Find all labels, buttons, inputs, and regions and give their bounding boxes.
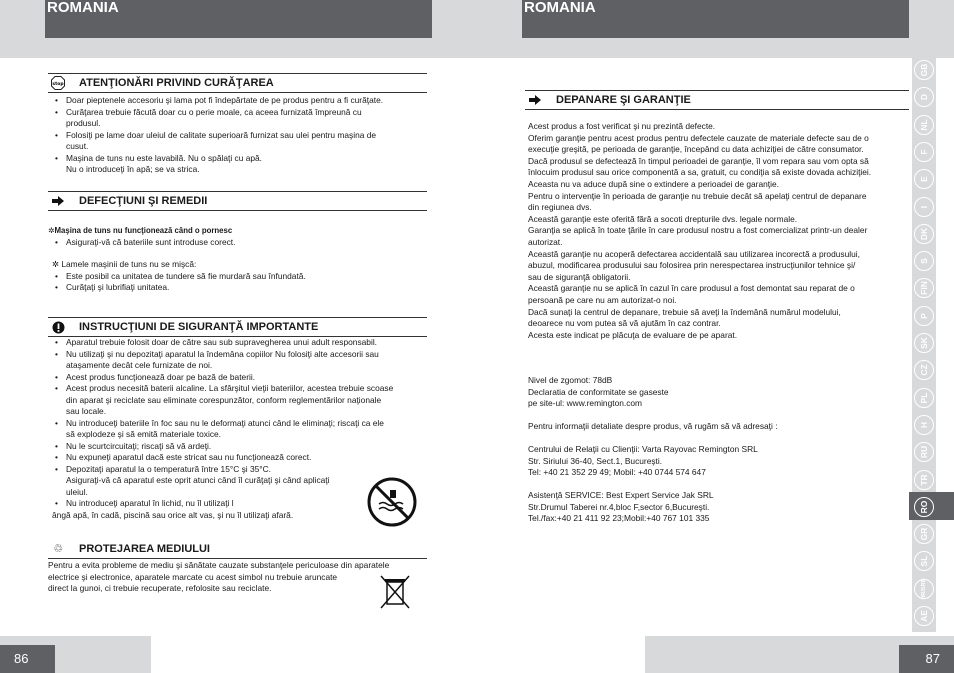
language-ru[interactable]: RU	[914, 442, 934, 462]
safety-title: INSTRUCŢIUNI DE SIGURANŢĂ IMPORTANTE	[79, 321, 319, 333]
list-item: • Nu introduceţi bateriile în foc sau nu le deformaţi atunci când le eliminaţi; riscaţi ca ele	[48, 418, 427, 430]
warranty-section	[525, 90, 909, 110]
service-contact: Asistenţă SERVICE: Best Expert Service Jak SRL Str.Drumul Taberei nr.4,bloc F,sector 6,Bucureşti. Tel./fax:+40 21 411 92 23;Mobil:+40 767 101 335	[528, 490, 714, 524]
language-nl[interactable]: NL	[914, 115, 934, 135]
page-number-right: 87	[899, 645, 954, 673]
environment-section	[48, 539, 427, 595]
list-item: produsul.	[66, 118, 101, 128]
safety-heading	[48, 317, 427, 337]
defect-subtitle-1: ✲Maşina de tuns nu funcţionează când o pornesc	[48, 226, 233, 235]
right-header: ROMANIA	[522, 0, 909, 38]
defects-list-2	[48, 271, 427, 294]
list-item: • Este posibil ca unitatea de tundere să fie murdară sau înfundată.	[48, 271, 427, 283]
cleaning-heading	[48, 73, 427, 93]
stop-icon	[51, 76, 65, 90]
language-i[interactable]: I	[914, 197, 934, 217]
gear-icon: ✲	[48, 226, 55, 235]
list-item: • Nu introduceţi aparatul în lichid, nu îl utilizaţi l	[48, 498, 427, 510]
list-item: • Curăţarea trebuie făcută doar cu o perie moale, ca aceea furnizată împreună cu	[48, 107, 427, 119]
list-item: cusut.	[66, 141, 89, 151]
list-item: • Doar pieptenele accesoriu şi lama pot fi îndepărtate de pe produs pentru a fi curăţate.	[48, 95, 427, 107]
stop-icon-label: stop	[52, 82, 64, 87]
warranty-heading	[525, 90, 909, 110]
arrow-right-icon	[51, 194, 65, 208]
list-item: • Nu le scurtcircuitaţi; riscaţi să vă ardeţi.	[48, 441, 427, 453]
no-water-icon	[366, 476, 418, 533]
customer-contact: Centrului de Relaţii cu Clienţii: Varta Rayovac Remington SRL Str. Siriului 36-40, Sect.1, Bucureşti. Tel: +40 21 352 29 49; Mobil: +40 0744 574 647	[528, 444, 758, 478]
language-tr[interactable]: TR	[914, 470, 934, 490]
list-item: Asiguraţi-vă că aparatul este oprit atunci când îl curăţaţi şi când aplicaţi	[66, 475, 330, 485]
language-h[interactable]: H	[914, 415, 934, 435]
arrow-right-icon	[528, 93, 542, 107]
list-item: • Folosiţi pe lame doar uleiul de calitate superioară furnizat sau ulei pentru maşina de	[48, 130, 427, 142]
defects-section	[48, 191, 427, 294]
list-item: sau locale.	[66, 406, 107, 416]
list-item: Nu o introduceţi în apă; se va strica.	[66, 164, 200, 174]
list-item: ângă apă, în cadă, piscină sau orice alt vas, şi nu îl utilizaţi afară.	[52, 509, 294, 520]
list-item: • Nu expuneţi aparatul dacă este stricat sau nu funcţionează corect.	[48, 452, 427, 464]
language-dk[interactable]: DK	[914, 224, 934, 244]
defect-subtitle-2: ✲ Lamele maşinii de tuns nu se mişcă:	[52, 259, 197, 269]
language-ro[interactable]: RO	[914, 497, 934, 517]
list-item: • Acest produs necesită baterii alcaline. La sfârşitul vieţii bateriilor, acestea trebuie scoase	[48, 383, 427, 395]
environment-heading	[48, 539, 427, 559]
list-item: să explodeze şi să emită materiale toxice.	[66, 429, 222, 439]
language-sl[interactable]: SL	[914, 551, 934, 571]
list-item: • Depozitaţi aparatul la o temperatură între 15°C şi 35°C.	[48, 464, 427, 476]
environment-text: Pentru a evita probleme de mediu şi sănătate cauzate substanţele periculoase din aparatele electrice şi electronice, aparatele marcate cu acest simbol nu trebuie aruncate direct la gunoi, ci trebuie recuperate, refolosite sau reciclate.	[48, 560, 390, 594]
list-item: ataşamente decât cele furnizate de noi.	[66, 360, 213, 370]
recycle-icon: ♲	[53, 543, 63, 555]
language-pl[interactable]: PL	[914, 388, 934, 408]
list-item: • Maşina de tuns nu este lavabilă. Nu o spălaţi cu apă.	[48, 153, 427, 165]
list-item: • Curăţaţi şi lubrifiaţi unitatea.	[48, 282, 427, 294]
language-d[interactable]: D	[914, 87, 934, 107]
defects-list-1	[48, 237, 427, 249]
language-ae[interactable]: AE	[914, 606, 934, 626]
cleaning-title: ATENŢIONĂRI PRIVIND CURĂŢAREA	[79, 77, 274, 89]
page-number-left: 86	[0, 645, 55, 673]
defects-title: DEFECŢIUNI ŞI REMEDII	[79, 195, 208, 207]
language-gb[interactable]: GB	[914, 60, 934, 80]
language-cz[interactable]: CZ	[914, 360, 934, 380]
list-item: din aparat şi reciclate sau eliminate corespunzător, conform reglementărilor naţionale	[66, 394, 382, 405]
cleaning-list	[48, 95, 427, 176]
language-e[interactable]: E	[914, 169, 934, 189]
noise-info: Nivel de zgomot: 78dB Declaratia de conformitate se gaseste pe site-ul: www.remington.com	[528, 375, 669, 409]
defects-heading	[48, 191, 427, 211]
language-hr-srb[interactable]: HR/SRB	[914, 579, 934, 599]
list-item: • Asiguraţi-vă că bateriile sunt introduse corect.	[48, 237, 427, 249]
list-item: uleiul.	[66, 486, 88, 497]
language-s[interactable]: S	[914, 251, 934, 271]
environment-title: PROTEJAREA MEDIULUI	[79, 542, 210, 555]
language-fin[interactable]: FIN	[914, 278, 934, 298]
list-item: • Aparatul trebuie folosit doar de către sau sub supravegherea unui adult responsabil.	[48, 337, 427, 349]
language-p[interactable]: P	[914, 306, 934, 326]
language-gr[interactable]: GR	[914, 524, 934, 544]
warranty-title: DEPANARE ŞI GARANŢIE	[556, 94, 691, 106]
cleaning-section	[48, 73, 427, 176]
warranty-text: Acest produs a fost verificat şi nu prezintă defecte. Oferim garanţie pentru acest produs pentru defectele cauzate de materiale defecte sau de o execuţie greşită, pe perioada de garanţie, începând cu data achiziţiei de către consumator. Dacă produsul se defectează în timpul perioadei de garanţie, îl vom repara sau vom opta să înlocuim produsul sau orice componentă a sa, gratuit, cu condiţia să existe dovada achiziţiei. Aceasta nu va aduce după sine o extindere a perioadei de garanţie. Pentru o intervenţie în perioada de garanţie nu trebuie decât să apelaţi centrul de depanare din regiunea dvs. Această garanţie este oferită fără a socoti drepturile dvs. legale normale. Garanţia se aplică în toate ţările în care produsul nostru a fost comercializat printr-un dealer autorizat. Această garanţie nu acoperă defectarea accidentală sau utilizarea incorectă a produsului, abuzul, modificarea produsului sau folosirea prin nerespectarea instrucţiunilor tehnice şi/ sau de siguranţă obligatorii. Această garanţie nu se aplică în cazul în care produsul a fost demontat sau reparat de o persoană pe care nu am autorizat-o noi. Dacă sunaţi la centrul de depanare, trebuie să aveţi la îndemână numărul modelului, deoarece nu vom putea să vă ajutăm în caz contrar. Acesta este indicat pe plăcuţa de evaluare de pe aparat.	[528, 121, 872, 340]
gear-icon: ✲	[52, 259, 60, 269]
list-item: • Nu utilizaţi şi nu depozitaţi aparatul la îndemâna copiilor Nu folosiţi alte accesorii sau	[48, 349, 427, 361]
info-line: Pentru informaţii detaliate despre produs, vă rugăm să vă adresaţi :	[528, 421, 778, 431]
list-item: • Acest produs funcţionează doar pe bază de baterii.	[48, 372, 427, 384]
warning-icon	[51, 320, 65, 334]
language-sk[interactable]: SK	[914, 333, 934, 353]
left-header: ROMANIA	[45, 0, 432, 38]
language-f[interactable]: F	[914, 142, 934, 162]
crossed-bin-icon	[378, 574, 412, 615]
